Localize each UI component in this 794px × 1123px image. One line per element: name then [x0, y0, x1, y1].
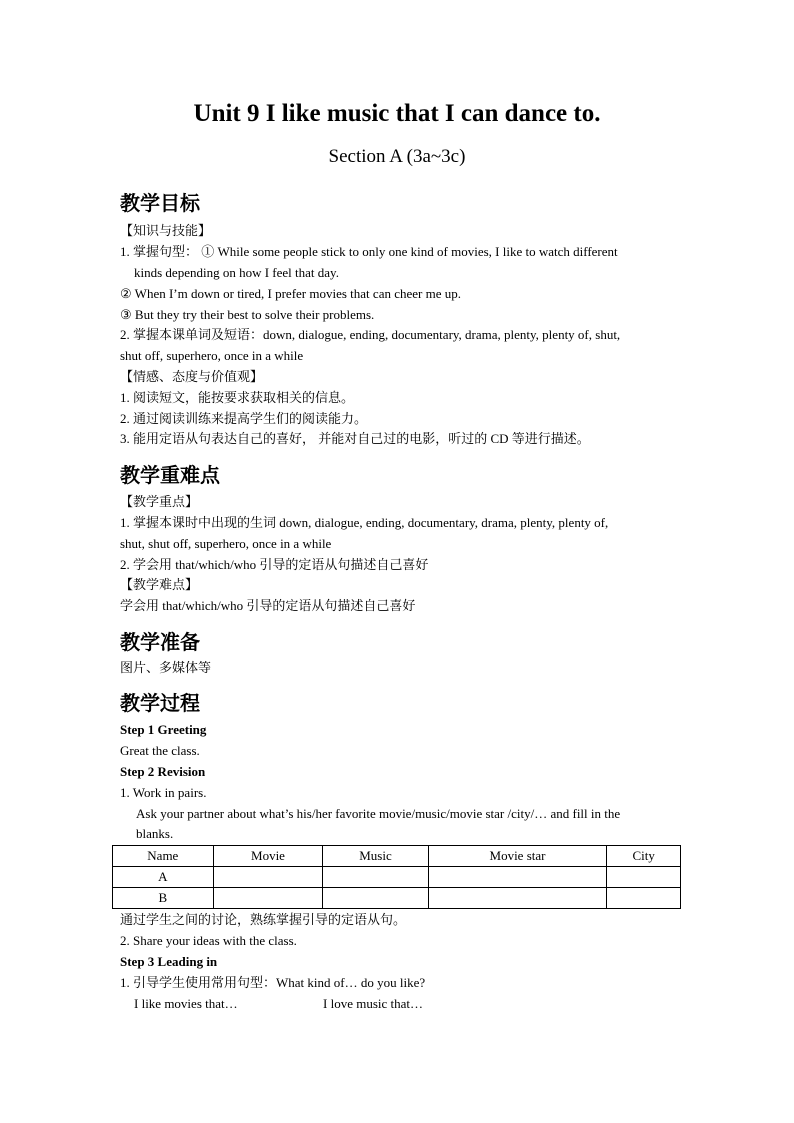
page-subtitle: Section A (3a~3c): [328, 146, 466, 167]
table-header-cell: Movie star: [428, 846, 607, 867]
table-cell: [607, 888, 681, 909]
table-cell: [607, 867, 681, 888]
emotion-item-3: 3. 能用定语从句表达自己的喜好， 并能对自己过的电影，听过的 CD 等进行描述。: [120, 431, 590, 446]
knowledge-item-1b: kinds depending on how I feel that day.: [134, 265, 339, 280]
table-cell: [323, 888, 428, 909]
knowledge-label: 【知识与技能】: [120, 223, 212, 238]
keypoints-heading: 教学重难点: [120, 463, 220, 487]
table-cell: [213, 888, 323, 909]
step-3-heading: Step 3 Leading in: [120, 954, 218, 969]
prep-heading: 教学准备: [120, 630, 200, 654]
table-cell: [428, 888, 607, 909]
knowledge-item-2: ② When I’m down or tired, I prefer movies that can cheer me up.: [120, 286, 461, 301]
step-1-heading: Step 1 Greeting: [120, 722, 207, 737]
table-header-cell: Movie: [213, 846, 323, 867]
table-cell: A: [113, 867, 214, 888]
table-cell: [213, 867, 323, 888]
step-3-pattern-movies: I like movies that…: [134, 996, 238, 1011]
step-2-ask-b: blanks.: [136, 826, 174, 841]
page-title: Unit 9 I like music that I can dance to.: [193, 100, 601, 127]
focus-label: 【教学重点】: [120, 494, 199, 509]
step-3-pattern-music: I love music that…: [323, 996, 424, 1011]
pairs-table: [112, 845, 681, 909]
emotion-item-1: 1. 阅读短文，能按要求获取相关的信息。: [120, 390, 355, 405]
after-table-note: 通过学生之间的讨论，熟练掌握引导的定语从句。: [120, 912, 407, 927]
step-2-heading: Step 2 Revision: [120, 764, 206, 779]
table-row: [113, 888, 681, 909]
table-cell: [323, 867, 428, 888]
table-cell: [428, 867, 607, 888]
step-3-item-1: 1. 引导学生使用常用句型：What kind of… do you like?: [120, 975, 426, 990]
knowledge-item-3: ③ But they try their best to solve their problems.: [120, 307, 375, 322]
knowledge-item-4a: 2. 掌握本课单词及短语：down, dialogue, ending, documentary, drama, plenty, plenty of, shut,: [120, 327, 621, 342]
prep-text: 图片、多媒体等: [120, 660, 212, 675]
focus-item-2: 2. 学会用 that/which/who 引导的定语从句描述自己喜好: [120, 557, 429, 572]
table-header-row: [113, 846, 681, 867]
knowledge-item-4b: shut off, superhero, once in a while: [120, 348, 304, 363]
table-header-cell: Music: [323, 846, 428, 867]
table-row: [113, 867, 681, 888]
step-2-item-2: 2. Share your ideas with the class.: [120, 933, 297, 948]
goals-heading: 教学目标: [120, 191, 200, 215]
step-1-text: Great the class.: [120, 743, 200, 758]
process-heading: 教学过程: [120, 691, 200, 715]
table-header-cell: City: [607, 846, 681, 867]
focus-item-1b: shut, shut off, superhero, once in a while: [120, 536, 332, 551]
emotion-item-2: 2. 通过阅读训练来提高学生们的阅读能力。: [120, 411, 368, 426]
step-2-item-1: 1. Work in pairs.: [120, 785, 207, 800]
difficulty-item-1: 学会用 that/which/who 引导的定语从句描述自己喜好: [120, 598, 416, 613]
table-header-cell: Name: [113, 846, 214, 867]
emotion-label: 【情感、态度与价值观】: [120, 369, 264, 384]
knowledge-item-1a: 1. 掌握句型： ① While some people stick to only one kind of movies, I like to watch different: [120, 244, 618, 259]
focus-item-1a: 1. 掌握本课时中出现的生词 down, dialogue, ending, documentary, drama, plenty, plenty of,: [120, 515, 609, 530]
table-cell: B: [113, 888, 214, 909]
difficulty-label: 【教学难点】: [120, 577, 199, 592]
step-2-ask-a: Ask your partner about what’s his/her favorite movie/music/movie star /city/… and fill in the: [136, 806, 621, 821]
